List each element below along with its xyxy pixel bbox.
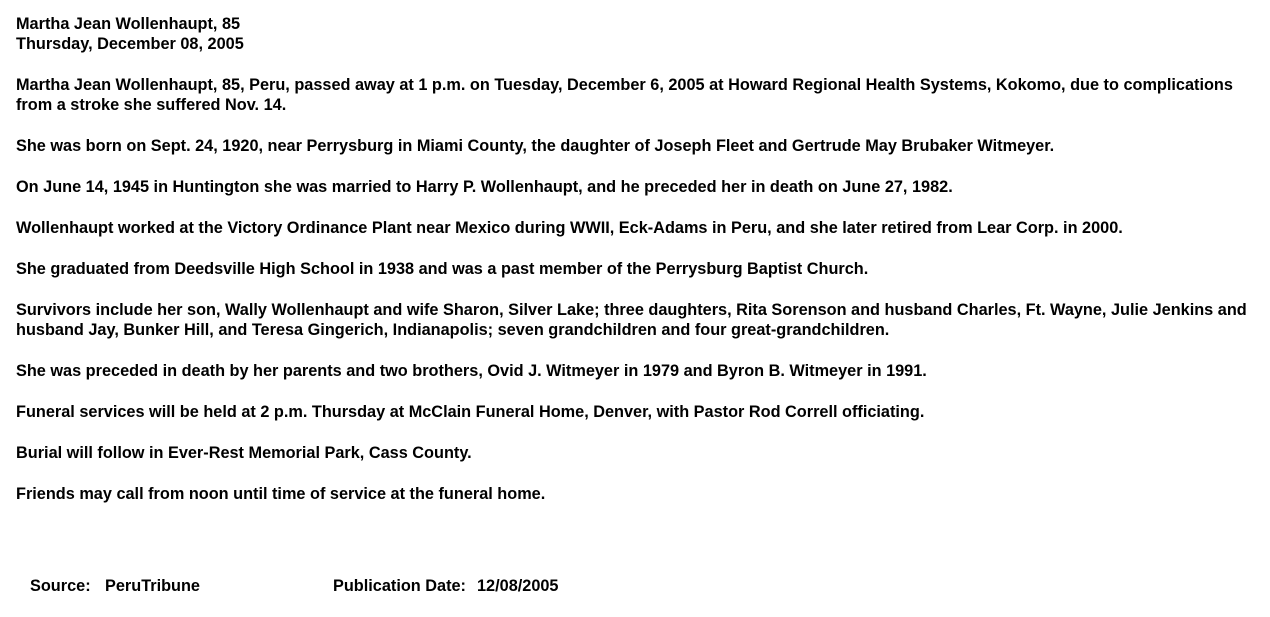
publication-date-value: 12/08/2005 xyxy=(477,577,559,595)
paragraph-employment: Wollenhaupt worked at the Victory Ordinance Plant near Mexico during WWII, Eck-Adams in Peru, and she later retired from Lear Corp. in 2000. xyxy=(16,219,1123,237)
source-value: PeruTribune xyxy=(105,577,200,595)
paragraph-marriage: On June 14, 1945 in Huntington she was married to Harry P. Wollenhaupt, and he preceded her in death on June 27, 1982. xyxy=(16,178,953,196)
paragraph-funeral: Funeral services will be held at 2 p.m. Thursday at McClain Funeral Home, Denver, with Pastor Rod Correll officiating. xyxy=(16,403,925,421)
paragraph-visitation: Friends may call from noon until time of service at the funeral home. xyxy=(16,485,546,503)
obituary-document xyxy=(16,14,1260,504)
paragraph-birth: She was born on Sept. 24, 1920, near Perrysburg in Miami County, the daughter of Joseph Fleet and Gertrude May Brubaker Witmeyer. xyxy=(16,137,1055,155)
paragraph-preceded: She was preceded in death by her parents and two brothers, Ovid J. Witmeyer in 1979 and Byron B. Witmeyer in 1991. xyxy=(16,362,927,380)
paragraph-burial: Burial will follow in Ever-Rest Memorial Park, Cass County. xyxy=(16,444,472,462)
paragraph-education: She graduated from Deedsville High School in 1938 and was a past member of the Perrysburg Baptist Church. xyxy=(16,260,869,278)
publication-date-label: Publication Date: xyxy=(333,577,466,595)
obituary-title: Martha Jean Wollenhaupt, 85 xyxy=(16,15,241,33)
paragraph-survivors: Survivors include her son, Wally Wollenhaupt and wife Sharon, Silver Lake; three daughters, Rita Sorenson and husband Charles, Ft. Wayne, Julie Jenkins and husband Jay, Bunker Hill, and Teresa Gingerich, Indianapolis; seven grandchildren and four great-grandchildren. xyxy=(16,301,1247,339)
source-label: Source: xyxy=(30,577,91,595)
obituary-date: Thursday, December 08, 2005 xyxy=(16,35,244,53)
paragraph-death-notice: Martha Jean Wollenhaupt, 85, Peru, passed away at 1 p.m. on Tuesday, December 6, 2005 at Howard Regional Health Systems, Kokomo, due to complications from a stroke she suffered Nov. 14. xyxy=(16,76,1233,114)
